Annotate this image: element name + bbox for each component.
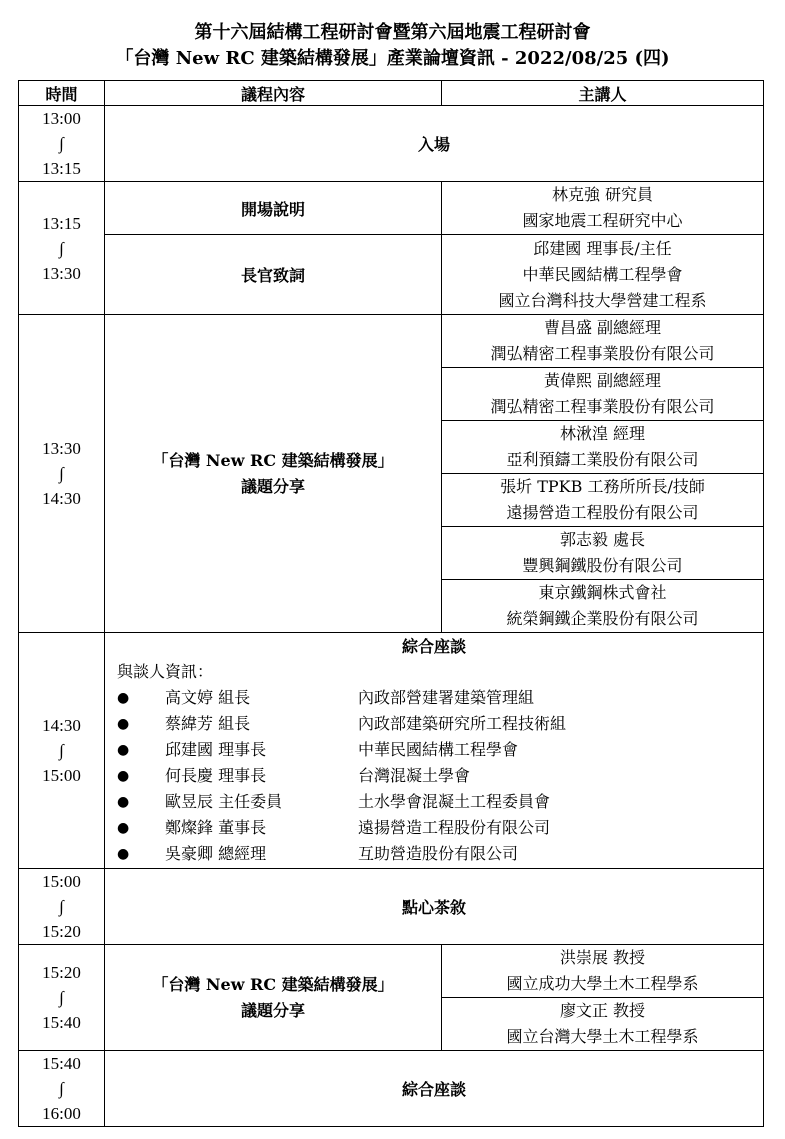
panel-title: 綜合座談 xyxy=(401,637,466,656)
panelist xyxy=(105,711,763,737)
time-start: 13:30 xyxy=(42,439,81,458)
speaker-cell xyxy=(442,235,764,315)
panelist-org: 中華民國結構工程學會 xyxy=(358,740,519,759)
schedule-table xyxy=(18,80,764,1127)
speaker-name: 洪崇展 教授 xyxy=(559,948,646,967)
time-cell xyxy=(19,945,105,1051)
speaker-org: 亞利預鑄工業股份有限公司 xyxy=(506,450,699,469)
panel-cell xyxy=(105,633,764,869)
time-tilde: ∫ xyxy=(59,1079,64,1098)
session-row xyxy=(19,106,764,182)
speaker-cell xyxy=(442,998,764,1051)
time-cell xyxy=(19,633,105,869)
session-row xyxy=(19,1051,764,1127)
time-tilde: ∫ xyxy=(59,238,64,258)
agenda-subtitle: 議題分享 xyxy=(240,476,305,496)
time-end: 15:00 xyxy=(42,766,81,785)
speaker-cell xyxy=(442,315,764,368)
bullet-icon: ● xyxy=(117,768,130,784)
panelist-name: 何長慶 理事長 xyxy=(165,766,267,785)
panelist xyxy=(105,737,763,763)
time-end: 16:00 xyxy=(42,1104,81,1123)
agenda-cell: 點心茶敘 xyxy=(105,869,764,945)
time-end: 13:30 xyxy=(42,263,81,283)
speaker-name: 郭志毅 處長 xyxy=(559,530,646,549)
bullet-icon: ● xyxy=(117,742,130,758)
agenda-subtitle: 議題分享 xyxy=(240,1000,305,1020)
speaker-org: 潤弘精密工程事業股份有限公司 xyxy=(490,344,715,363)
speaker-org: 豐興鋼鐵股份有限公司 xyxy=(522,556,683,575)
panelist-name: 邱建國 理事長 xyxy=(165,740,267,759)
speaker-name: 張圻 TPKB 工務所所長/技師 xyxy=(500,477,705,496)
time-start: 13:00 xyxy=(42,109,81,128)
speaker-name: 廖文正 教授 xyxy=(559,1001,646,1020)
speaker-name: 邱建國 理事長/主任 xyxy=(533,238,672,258)
header-agenda: 議程內容 xyxy=(105,81,442,106)
header-time: 時間 xyxy=(19,81,105,106)
bullet-icon: ● xyxy=(117,846,130,862)
panelist-name: 鄭燦鋒 董事長 xyxy=(165,818,267,837)
time-end: 13:15 xyxy=(42,159,81,178)
time-start: 15:40 xyxy=(42,1054,81,1073)
panelist-org: 土水學會混凝土工程委員會 xyxy=(358,792,551,811)
time-start: 15:20 xyxy=(42,963,81,982)
bullet-icon: ● xyxy=(117,820,130,836)
time-start: 13:15 xyxy=(42,213,81,233)
time-tilde: ∫ xyxy=(59,897,64,916)
panelist xyxy=(105,841,763,867)
header-row xyxy=(19,81,764,106)
speaker-org: 遠揚營造工程股份有限公司 xyxy=(506,503,699,522)
session-row xyxy=(19,315,764,368)
speaker-cell xyxy=(442,182,764,235)
panelist-org: 遠揚營造工程股份有限公司 xyxy=(358,818,551,837)
time-tilde: ∫ xyxy=(59,741,64,760)
speaker-name: 林克強 研究員 xyxy=(551,185,654,204)
agenda-topic: 「台灣 New RC 建築結構發展」 xyxy=(152,450,394,470)
speaker-cell xyxy=(442,527,764,580)
session-row xyxy=(19,869,764,945)
agenda-cell: 入場 xyxy=(105,106,764,182)
speaker-cell xyxy=(442,474,764,527)
speaker-org: 國立台灣科技大學營建工程系 xyxy=(498,290,707,310)
agenda-cell: 長官致詞 xyxy=(105,235,442,315)
panelist-org: 內政部建築研究所工程技術組 xyxy=(358,714,567,733)
panelist-name: 高文婷 組長 xyxy=(165,688,251,707)
page-title: 第十六屆結構工程研討會暨第六屆地震工程研討會 xyxy=(194,22,591,43)
page-subtitle: 「台灣 New RC 建築結構發展」產業論壇資訊 - 2022/08/25 (四) xyxy=(115,48,670,69)
panelist-org: 台灣混凝土學會 xyxy=(358,766,471,785)
time-start: 14:30 xyxy=(42,716,81,735)
panelist-name: 吳豪卿 總經理 xyxy=(165,844,267,863)
bullet-icon: ● xyxy=(117,690,130,706)
panelist xyxy=(105,685,763,711)
agenda-cell: 開場說明 xyxy=(105,182,442,235)
time-cell xyxy=(19,182,105,315)
speaker-org: 統榮鋼鐵企業股份有限公司 xyxy=(506,609,699,628)
time-cell xyxy=(19,315,105,633)
agenda-cell: 綜合座談 xyxy=(105,1051,764,1127)
panelist-org: 互助營造股份有限公司 xyxy=(358,844,519,863)
session-row xyxy=(19,235,764,315)
agenda-cell xyxy=(105,945,442,1051)
speaker-name: 曹昌盛 副總經理 xyxy=(543,318,662,337)
speaker-name: 林湫湟 經理 xyxy=(559,424,646,443)
speaker-name: 黃偉熙 副總經理 xyxy=(543,371,662,390)
time-end: 15:40 xyxy=(42,1013,81,1032)
speaker-cell xyxy=(442,368,764,421)
speaker-org: 國家地震工程研究中心 xyxy=(522,211,683,230)
panelist xyxy=(105,763,763,789)
session-row xyxy=(19,945,764,998)
time-cell xyxy=(19,869,105,945)
panelist-name: 蔡緯芳 組長 xyxy=(165,714,251,733)
speaker-name: 東京鐵鋼株式會社 xyxy=(538,583,667,602)
agenda-cell xyxy=(105,315,442,633)
time-tilde: ∫ xyxy=(59,988,64,1007)
session-row xyxy=(19,633,764,869)
speaker-cell xyxy=(442,580,764,633)
header-speaker: 主講人 xyxy=(442,81,764,106)
session-row xyxy=(19,182,764,235)
time-tilde: ∫ xyxy=(59,134,64,153)
speaker-cell xyxy=(442,421,764,474)
speaker-org: 中華民國結構工程學會 xyxy=(522,264,683,284)
time-end: 15:20 xyxy=(42,922,81,941)
time-start: 15:00 xyxy=(42,872,81,891)
panelist xyxy=(105,815,763,841)
panelist-org: 內政部營建署建築管理組 xyxy=(358,688,535,707)
time-cell xyxy=(19,106,105,182)
speaker-org: 國立台灣大學土木工程學系 xyxy=(506,1027,699,1046)
panelist-name: 歐昱辰 主任委員 xyxy=(165,792,283,811)
time-tilde: ∫ xyxy=(59,464,64,483)
time-cell xyxy=(19,1051,105,1127)
speaker-org: 潤弘精密工程事業股份有限公司 xyxy=(490,397,715,416)
panelist xyxy=(105,789,763,815)
agenda-topic: 「台灣 New RC 建築結構發展」 xyxy=(152,974,394,994)
speaker-cell xyxy=(442,945,764,998)
time-end: 14:30 xyxy=(42,489,81,508)
bullet-icon: ● xyxy=(117,794,130,810)
bullet-icon: ● xyxy=(117,716,130,732)
speaker-org: 國立成功大學土木工程學系 xyxy=(506,974,699,993)
panel-intro: 與談人資訊： xyxy=(117,662,214,681)
